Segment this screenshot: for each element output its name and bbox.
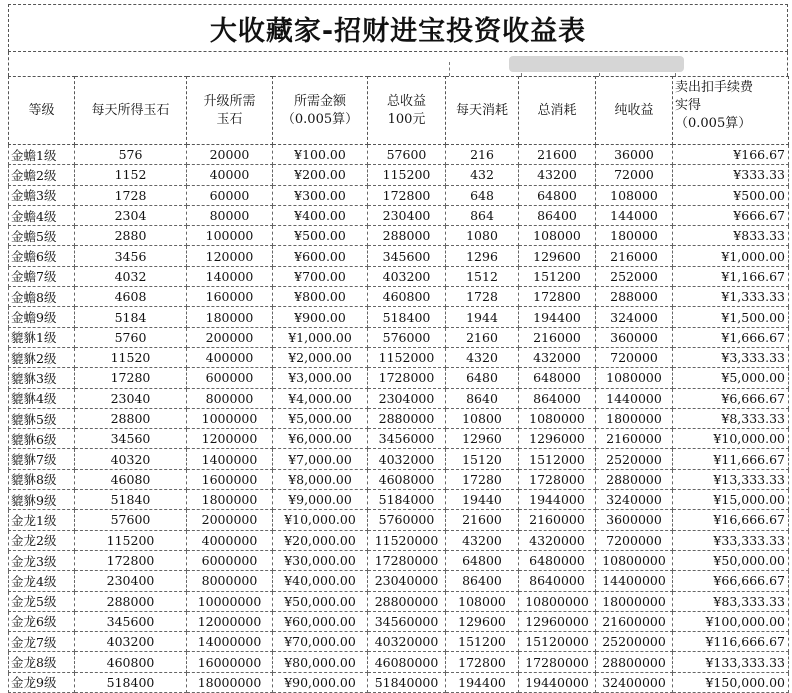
table-cell: 432 bbox=[446, 165, 519, 185]
table-row bbox=[9, 490, 789, 510]
table-cell: 6000000 bbox=[187, 550, 273, 570]
table-cell: 1080 bbox=[446, 226, 519, 246]
table-cell: 194400 bbox=[519, 307, 596, 327]
table-row bbox=[9, 571, 789, 591]
table-cell: 1296000 bbox=[519, 429, 596, 449]
table-cell: 4320000 bbox=[519, 530, 596, 550]
table-cell: ¥166.67 bbox=[673, 145, 789, 165]
column-header: 每天所得玉石 bbox=[75, 77, 187, 145]
table-row bbox=[9, 287, 789, 307]
table-cell: 403200 bbox=[75, 632, 187, 652]
table-cell: 3240000 bbox=[596, 490, 673, 510]
table-cell: ¥400.00 bbox=[273, 205, 368, 225]
table-cell: 200000 bbox=[187, 327, 273, 347]
table-cell: ¥30,000.00 bbox=[273, 550, 368, 570]
table-cell: ¥833.33 bbox=[673, 226, 789, 246]
table-cell: 576000 bbox=[368, 327, 446, 347]
table-cell: 3600000 bbox=[596, 510, 673, 530]
table-cell: 72000 bbox=[596, 165, 673, 185]
table-cell: 1512000 bbox=[519, 449, 596, 469]
level-cell: 金蟾8级 bbox=[9, 287, 75, 307]
table-cell: 17280 bbox=[446, 469, 519, 489]
table-cell: 19440000 bbox=[519, 672, 596, 692]
level-cell: 貔貅3级 bbox=[9, 368, 75, 388]
table-cell: 10800000 bbox=[519, 591, 596, 611]
table-cell: 400000 bbox=[187, 347, 273, 367]
table-cell: ¥700.00 bbox=[273, 266, 368, 286]
table-cell: 460800 bbox=[368, 287, 446, 307]
table-row bbox=[9, 368, 789, 388]
investment-table bbox=[8, 76, 789, 693]
table-cell: ¥100.00 bbox=[273, 145, 368, 165]
table-cell: 1200000 bbox=[187, 429, 273, 449]
table-cell: 648000 bbox=[519, 368, 596, 388]
table-cell: 15120 bbox=[446, 449, 519, 469]
table-cell: 8000000 bbox=[187, 571, 273, 591]
table-cell: 2880000 bbox=[368, 408, 446, 428]
table-cell: 576 bbox=[75, 145, 187, 165]
table-cell: 23040000 bbox=[368, 571, 446, 591]
table-cell: ¥66,666.67 bbox=[673, 571, 789, 591]
table-cell: 64800 bbox=[519, 185, 596, 205]
table-cell: 2160 bbox=[446, 327, 519, 347]
table-cell: 7200000 bbox=[596, 530, 673, 550]
table-cell: ¥900.00 bbox=[273, 307, 368, 327]
table-cell: 25200000 bbox=[596, 632, 673, 652]
table-row bbox=[9, 469, 789, 489]
table-cell: 32400000 bbox=[596, 672, 673, 692]
table-cell: 108000 bbox=[519, 226, 596, 246]
table-cell: 140000 bbox=[187, 266, 273, 286]
level-cell: 金蟾7级 bbox=[9, 266, 75, 286]
table-cell: 108000 bbox=[446, 591, 519, 611]
table-cell: 151200 bbox=[446, 632, 519, 652]
table-cell: 18000000 bbox=[596, 591, 673, 611]
table-cell: 10000000 bbox=[187, 591, 273, 611]
column-header: 升级所需 玉石 bbox=[187, 77, 273, 145]
table-cell: 432000 bbox=[519, 347, 596, 367]
table-cell: 172800 bbox=[446, 652, 519, 672]
table-cell: ¥150,000.00 bbox=[673, 672, 789, 692]
table-cell: 1080000 bbox=[519, 408, 596, 428]
table-row bbox=[9, 510, 789, 530]
table-row bbox=[9, 591, 789, 611]
table-cell: ¥7,000.00 bbox=[273, 449, 368, 469]
table-cell: 12960000 bbox=[519, 611, 596, 631]
table-cell: 34560 bbox=[75, 429, 187, 449]
table-cell: 1728000 bbox=[368, 368, 446, 388]
table-cell: 1728000 bbox=[519, 469, 596, 489]
table-row bbox=[9, 611, 789, 631]
table-cell: ¥100,000.00 bbox=[673, 611, 789, 631]
table-cell: 6480 bbox=[446, 368, 519, 388]
table-row bbox=[9, 145, 789, 165]
table-cell: 28800 bbox=[75, 408, 187, 428]
table-cell: 288000 bbox=[596, 287, 673, 307]
table-cell: ¥10,000.00 bbox=[273, 510, 368, 530]
table-cell: 1728 bbox=[446, 287, 519, 307]
table-cell: 252000 bbox=[596, 266, 673, 286]
table-cell: ¥500.00 bbox=[673, 185, 789, 205]
table-cell: 10800000 bbox=[596, 550, 673, 570]
table-cell: 345600 bbox=[75, 611, 187, 631]
table-cell: 1080000 bbox=[596, 368, 673, 388]
table-cell: 34560000 bbox=[368, 611, 446, 631]
table-cell: 230400 bbox=[368, 205, 446, 225]
table-row bbox=[9, 530, 789, 550]
table-cell: 2160000 bbox=[596, 429, 673, 449]
table-cell: 160000 bbox=[187, 287, 273, 307]
table-cell: ¥9,000.00 bbox=[273, 490, 368, 510]
table-cell: 144000 bbox=[596, 205, 673, 225]
table-cell: 8640 bbox=[446, 388, 519, 408]
table-row bbox=[9, 266, 789, 286]
table-cell: 5184000 bbox=[368, 490, 446, 510]
table-cell: 11520000 bbox=[368, 530, 446, 550]
table-cell: 2304000 bbox=[368, 388, 446, 408]
table-cell: 4608000 bbox=[368, 469, 446, 489]
blank-row bbox=[8, 52, 788, 76]
table-cell: ¥13,333.33 bbox=[673, 469, 789, 489]
table-cell: 1152000 bbox=[368, 347, 446, 367]
table-cell: 1600000 bbox=[187, 469, 273, 489]
table-cell: ¥333.33 bbox=[673, 165, 789, 185]
table-cell: ¥1,000.00 bbox=[673, 246, 789, 266]
table-cell: 10800 bbox=[446, 408, 519, 428]
sheet-title: 大收藏家-招财进宝投资收益表 bbox=[209, 16, 587, 47]
table-cell: 172800 bbox=[368, 185, 446, 205]
table-cell: ¥80,000.00 bbox=[273, 652, 368, 672]
cell-divider bbox=[449, 62, 451, 76]
table-cell: 4320 bbox=[446, 347, 519, 367]
table-cell: ¥5,000.00 bbox=[673, 368, 789, 388]
level-cell: 金龙6级 bbox=[9, 611, 75, 631]
table-cell: 28800000 bbox=[596, 652, 673, 672]
table-cell: ¥1,666.67 bbox=[673, 327, 789, 347]
table-cell: 1800000 bbox=[596, 408, 673, 428]
table-cell: 57600 bbox=[368, 145, 446, 165]
table-cell: 115200 bbox=[368, 165, 446, 185]
table-row bbox=[9, 429, 789, 449]
table-cell: 1400000 bbox=[187, 449, 273, 469]
table-cell: ¥33,333.33 bbox=[673, 530, 789, 550]
table-cell: ¥6,000.00 bbox=[273, 429, 368, 449]
table-cell: ¥60,000.00 bbox=[273, 611, 368, 631]
table-row bbox=[9, 226, 789, 246]
table-cell: 460800 bbox=[75, 652, 187, 672]
table-cell: 120000 bbox=[187, 246, 273, 266]
table-cell: 800000 bbox=[187, 388, 273, 408]
table-cell: 180000 bbox=[187, 307, 273, 327]
table-cell: 21600 bbox=[519, 145, 596, 165]
table-cell: 19440 bbox=[446, 490, 519, 510]
level-cell: 金龙9级 bbox=[9, 672, 75, 692]
table-cell: 1152 bbox=[75, 165, 187, 185]
table-cell: 345600 bbox=[368, 246, 446, 266]
table-cell: ¥1,166.67 bbox=[673, 266, 789, 286]
table-cell: 15120000 bbox=[519, 632, 596, 652]
level-cell: 金蟾9级 bbox=[9, 307, 75, 327]
table-cell: 180000 bbox=[596, 226, 673, 246]
level-cell: 金龙8级 bbox=[9, 652, 75, 672]
table-row bbox=[9, 672, 789, 692]
level-cell: 金龙3级 bbox=[9, 550, 75, 570]
level-cell: 金蟾1级 bbox=[9, 145, 75, 165]
table-cell: 46080000 bbox=[368, 652, 446, 672]
table-cell: 600000 bbox=[187, 368, 273, 388]
table-cell: 230400 bbox=[75, 571, 187, 591]
table-cell: 2160000 bbox=[519, 510, 596, 530]
level-cell: 金蟾4级 bbox=[9, 205, 75, 225]
level-cell: 金蟾3级 bbox=[9, 185, 75, 205]
table-cell: 4000000 bbox=[187, 530, 273, 550]
table-cell: ¥40,000.00 bbox=[273, 571, 368, 591]
table-cell: ¥5,000.00 bbox=[273, 408, 368, 428]
level-cell: 金蟾2级 bbox=[9, 165, 75, 185]
table-row bbox=[9, 347, 789, 367]
table-cell: 720000 bbox=[596, 347, 673, 367]
table-cell: ¥90,000.00 bbox=[273, 672, 368, 692]
table-cell: 40320 bbox=[75, 449, 187, 469]
table-row bbox=[9, 327, 789, 347]
table-cell: 129600 bbox=[446, 611, 519, 631]
table-cell: 2000000 bbox=[187, 510, 273, 530]
table-cell: ¥2,000.00 bbox=[273, 347, 368, 367]
table-row bbox=[9, 550, 789, 570]
table-cell: 36000 bbox=[596, 145, 673, 165]
table-cell: 60000 bbox=[187, 185, 273, 205]
level-cell: 金龙5级 bbox=[9, 591, 75, 611]
table-row bbox=[9, 388, 789, 408]
table-cell: 216000 bbox=[519, 327, 596, 347]
table-cell: 14400000 bbox=[596, 571, 673, 591]
table-cell: ¥70,000.00 bbox=[273, 632, 368, 652]
table-row bbox=[9, 205, 789, 225]
table-cell: 51840000 bbox=[368, 672, 446, 692]
table-cell: 1440000 bbox=[596, 388, 673, 408]
table-cell: 864000 bbox=[519, 388, 596, 408]
table-cell: 6480000 bbox=[519, 550, 596, 570]
level-cell: 金蟾5级 bbox=[9, 226, 75, 246]
table-cell: 518400 bbox=[75, 672, 187, 692]
table-cell: ¥300.00 bbox=[273, 185, 368, 205]
table-cell: 8640000 bbox=[519, 571, 596, 591]
table-cell: ¥8,000.00 bbox=[273, 469, 368, 489]
table-cell: ¥600.00 bbox=[273, 246, 368, 266]
level-cell: 貔貅6级 bbox=[9, 429, 75, 449]
column-header: 每天消耗 bbox=[446, 77, 519, 145]
table-cell: 28800000 bbox=[368, 591, 446, 611]
table-cell: 2880 bbox=[75, 226, 187, 246]
table-cell: 1000000 bbox=[187, 408, 273, 428]
level-cell: 貔貅8级 bbox=[9, 469, 75, 489]
table-cell: 17280000 bbox=[368, 550, 446, 570]
table-cell: ¥800.00 bbox=[273, 287, 368, 307]
level-cell: 金龙7级 bbox=[9, 632, 75, 652]
level-cell: 貔貅5级 bbox=[9, 408, 75, 428]
level-cell: 貔貅7级 bbox=[9, 449, 75, 469]
table-cell: ¥1,333.33 bbox=[673, 287, 789, 307]
table-cell: 43200 bbox=[446, 530, 519, 550]
level-cell: 金龙2级 bbox=[9, 530, 75, 550]
table-cell: 172800 bbox=[519, 287, 596, 307]
table-cell: 3456 bbox=[75, 246, 187, 266]
table-cell: 216000 bbox=[596, 246, 673, 266]
table-cell: 288000 bbox=[75, 591, 187, 611]
column-header: 总消耗 bbox=[519, 77, 596, 145]
level-cell: 貔貅2级 bbox=[9, 347, 75, 367]
table-cell: ¥200.00 bbox=[273, 165, 368, 185]
table-cell: 151200 bbox=[519, 266, 596, 286]
table-body bbox=[9, 145, 789, 693]
table-cell: ¥11,666.67 bbox=[673, 449, 789, 469]
table-cell: 1728 bbox=[75, 185, 187, 205]
table-cell: 51840 bbox=[75, 490, 187, 510]
title-row bbox=[8, 4, 788, 52]
table-cell: 115200 bbox=[75, 530, 187, 550]
table-cell: 1944000 bbox=[519, 490, 596, 510]
table-cell: ¥6,666.67 bbox=[673, 388, 789, 408]
table-cell: 4032 bbox=[75, 266, 187, 286]
header-row bbox=[9, 77, 789, 145]
table-cell: 172800 bbox=[75, 550, 187, 570]
table-cell: 324000 bbox=[596, 307, 673, 327]
table-cell: 2304 bbox=[75, 205, 187, 225]
table-cell: ¥116,666.67 bbox=[673, 632, 789, 652]
table-cell: ¥500.00 bbox=[273, 226, 368, 246]
level-cell: 貔貅9级 bbox=[9, 490, 75, 510]
table-cell: ¥83,333.33 bbox=[673, 591, 789, 611]
table-cell: 648 bbox=[446, 185, 519, 205]
table-cell: 20000 bbox=[187, 145, 273, 165]
table-cell: 21600 bbox=[446, 510, 519, 530]
table-row bbox=[9, 307, 789, 327]
table-cell: 403200 bbox=[368, 266, 446, 286]
table-row bbox=[9, 652, 789, 672]
table-cell: 3456000 bbox=[368, 429, 446, 449]
table-cell: ¥16,666.67 bbox=[673, 510, 789, 530]
table-cell: 57600 bbox=[75, 510, 187, 530]
table-cell: 4608 bbox=[75, 287, 187, 307]
table-cell: 1944 bbox=[446, 307, 519, 327]
table-cell: ¥10,000.00 bbox=[673, 429, 789, 449]
table-cell: 5184 bbox=[75, 307, 187, 327]
table-cell: ¥133,333.33 bbox=[673, 652, 789, 672]
table-row bbox=[9, 632, 789, 652]
table-cell: 518400 bbox=[368, 307, 446, 327]
table-cell: ¥1,500.00 bbox=[673, 307, 789, 327]
blurred-watermark bbox=[509, 56, 684, 72]
table-cell: 100000 bbox=[187, 226, 273, 246]
table-cell: ¥8,333.33 bbox=[673, 408, 789, 428]
level-cell: 貔貅1级 bbox=[9, 327, 75, 347]
table-cell: ¥20,000.00 bbox=[273, 530, 368, 550]
table-cell: ¥4,000.00 bbox=[273, 388, 368, 408]
table-row bbox=[9, 185, 789, 205]
table-cell: 4032000 bbox=[368, 449, 446, 469]
table-row bbox=[9, 449, 789, 469]
table-row bbox=[9, 246, 789, 266]
table-cell: 17280000 bbox=[519, 652, 596, 672]
table-cell: ¥50,000.00 bbox=[273, 591, 368, 611]
table-row bbox=[9, 165, 789, 185]
table-cell: 2880000 bbox=[596, 469, 673, 489]
table-cell: 46080 bbox=[75, 469, 187, 489]
table-cell: 14000000 bbox=[187, 632, 273, 652]
table-cell: 194400 bbox=[446, 672, 519, 692]
table-cell: 1296 bbox=[446, 246, 519, 266]
column-header: 所需金额 （0.005算） bbox=[273, 77, 368, 145]
level-cell: 金蟾6级 bbox=[9, 246, 75, 266]
table-cell: 64800 bbox=[446, 550, 519, 570]
table-cell: 11520 bbox=[75, 347, 187, 367]
table-cell: 360000 bbox=[596, 327, 673, 347]
table-cell: 43200 bbox=[519, 165, 596, 185]
table-cell: 21600000 bbox=[596, 611, 673, 631]
table-cell: 288000 bbox=[368, 226, 446, 246]
table-cell: ¥15,000.00 bbox=[673, 490, 789, 510]
level-cell: 金龙4级 bbox=[9, 571, 75, 591]
table-row bbox=[9, 408, 789, 428]
table-cell: 108000 bbox=[596, 185, 673, 205]
table-cell: ¥50,000.00 bbox=[673, 550, 789, 570]
table-cell: 12960 bbox=[446, 429, 519, 449]
table-cell: ¥666.67 bbox=[673, 205, 789, 225]
table-cell: 18000000 bbox=[187, 672, 273, 692]
table-cell: 80000 bbox=[187, 205, 273, 225]
table-cell: 864 bbox=[446, 205, 519, 225]
table-cell: 5760 bbox=[75, 327, 187, 347]
column-header: 等级 bbox=[9, 77, 75, 145]
table-cell: 23040 bbox=[75, 388, 187, 408]
table-cell: ¥1,000.00 bbox=[273, 327, 368, 347]
table-cell: 2520000 bbox=[596, 449, 673, 469]
column-header: 总收益 100元 bbox=[368, 77, 446, 145]
table-cell: ¥3,000.00 bbox=[273, 368, 368, 388]
table-cell: 40320000 bbox=[368, 632, 446, 652]
table-cell: 1512 bbox=[446, 266, 519, 286]
table-cell: 12000000 bbox=[187, 611, 273, 631]
table-cell: 5760000 bbox=[368, 510, 446, 530]
table-cell: 17280 bbox=[75, 368, 187, 388]
table-cell: ¥3,333.33 bbox=[673, 347, 789, 367]
column-header: 卖出扣手续费 实得 （0.005算） bbox=[673, 77, 789, 145]
table-cell: 40000 bbox=[187, 165, 273, 185]
table-cell: 129600 bbox=[519, 246, 596, 266]
level-cell: 金龙1级 bbox=[9, 510, 75, 530]
table-cell: 86400 bbox=[519, 205, 596, 225]
table-cell: 86400 bbox=[446, 571, 519, 591]
table-cell: 16000000 bbox=[187, 652, 273, 672]
table-cell: 1800000 bbox=[187, 490, 273, 510]
column-header: 纯收益 bbox=[596, 77, 673, 145]
table-cell: 216 bbox=[446, 145, 519, 165]
level-cell: 貔貅4级 bbox=[9, 388, 75, 408]
